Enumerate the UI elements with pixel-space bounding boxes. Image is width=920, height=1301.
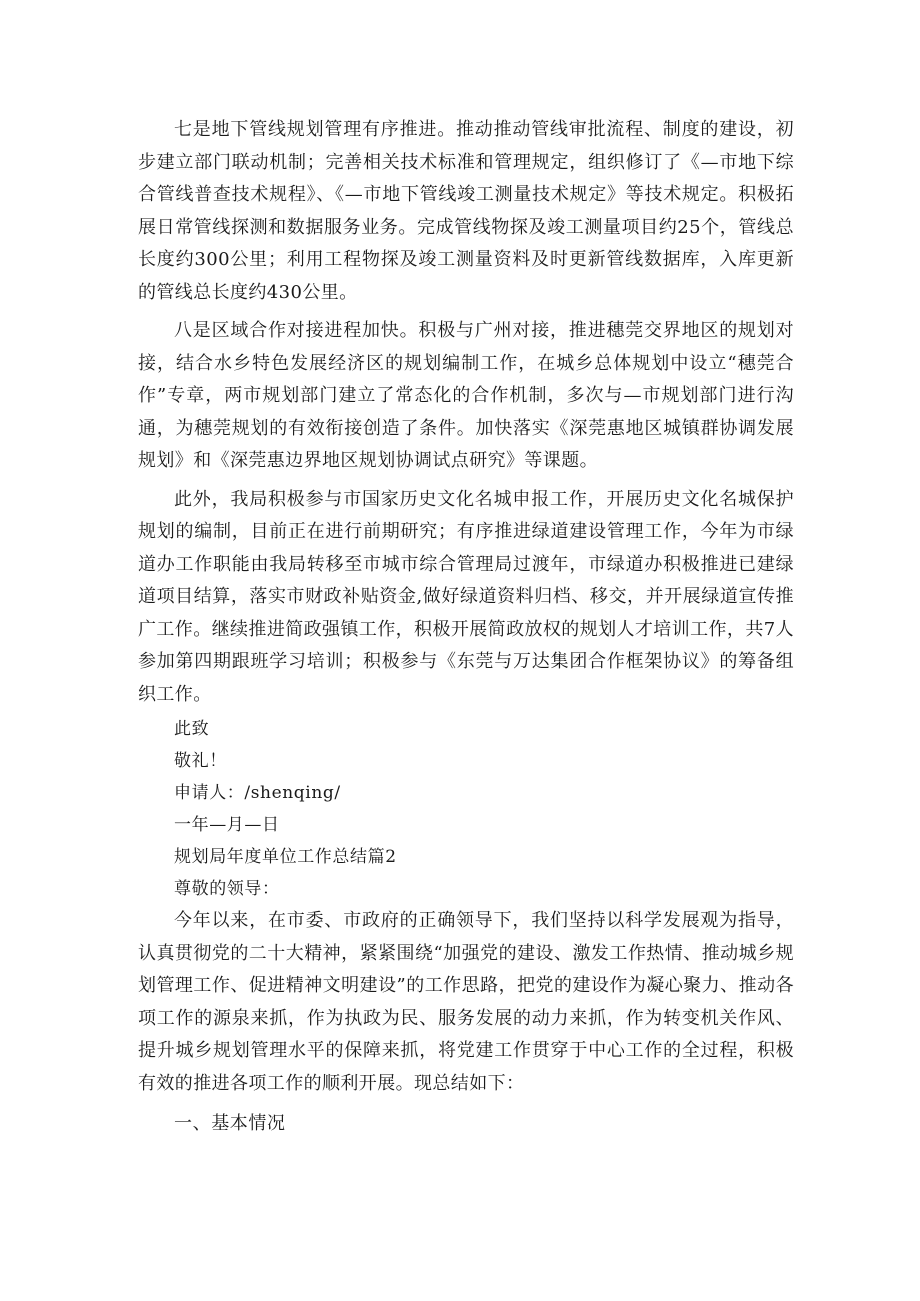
- heading-basic-situation: 一、基本情况: [174, 1113, 286, 1134]
- paragraph-other-work: 此外，我局积极参与市国家历史文化名城申报工作，开展历史文化名城保护规划的编制，目前正在进行前期研究；有序推进绿道建设管理工作，今年为市绿道办工作职能由我局转移至市城市综合管理局过渡年，市绿道办积极推进已建绿道项目结算，落实市财政补贴资金,做好绿道资料归档、移交，并开展绿道宣传推广工作。继续推进简政强镇工作，积极开展简政放权的规划人才培训工作，共7人参加第四期跟班学习培训；积极参与《东莞与万达集团合作框架协议》的筹备组织工作。: [138, 488, 794, 705]
- document-body: [138, 114, 794, 1140]
- closing-salutation: 此致: [174, 719, 210, 739]
- paragraph-regional-cooperation: 八是区域合作对接进程加快。积极与广州对接，推进穗莞交界地区的规划对接，结合水乡特色发展经济区的规划编制工作，在城乡总体规划中设立“穗莞合作”专章，两市规划部门建立了常态化的合作机制，多次与—市规划部门进行沟通，为穗莞规划的有效衔接创造了条件。加快落实《深莞惠地区城镇群协调发展规划》和《深莞惠边界地区规划协调试点研究》等课题。: [138, 320, 794, 471]
- date-line: 一年—月—日: [174, 815, 280, 835]
- paragraph-pipeline-management: 七是地下管线规划管理有序推进。推动推动管线审批流程、制度的建设，初步建立部门联动机制；完善相关技术标准和管理规定，组织修订了《—市地下综合管线普查技术规程》、《—市地下管线竣工测量技术规定》等技术规定。积极拓展日常管线探测和数据服务业务。完成管线物探及竣工测量项目约25个，管线总长度约300公里；利用工程物探及竣工测量资料及时更新管线数据库，入库更新的管线总长度约430公里。: [138, 119, 794, 303]
- paragraph-intro: 今年以来，在市委、市政府的正确领导下，我们坚持以科学发展观为指导，认真贯彻党的二十大精神，紧紧围绕“加强党的建设、激发工作热情、推动城乡规划管理工作、促进精神文明建设”的工作思路，把党的建设作为凝心聚力、推动各项工作的源泉来抓，作为执政为民、服务发展的动力来抓，作为转变机关作风、提升城乡规划管理水平的保障来抓，将党建工作贯穿于中心工作的全过程，积极有效的推进各项工作的顺利开展。现总结如下：: [138, 910, 794, 1094]
- greeting-line: 尊敬的领导：: [174, 879, 280, 899]
- closing-regards: 敬礼！: [174, 751, 227, 771]
- section-title: 规划局年度单位工作总结篇2: [174, 847, 397, 867]
- applicant-line: 申请人：/shenqing/: [174, 783, 341, 803]
